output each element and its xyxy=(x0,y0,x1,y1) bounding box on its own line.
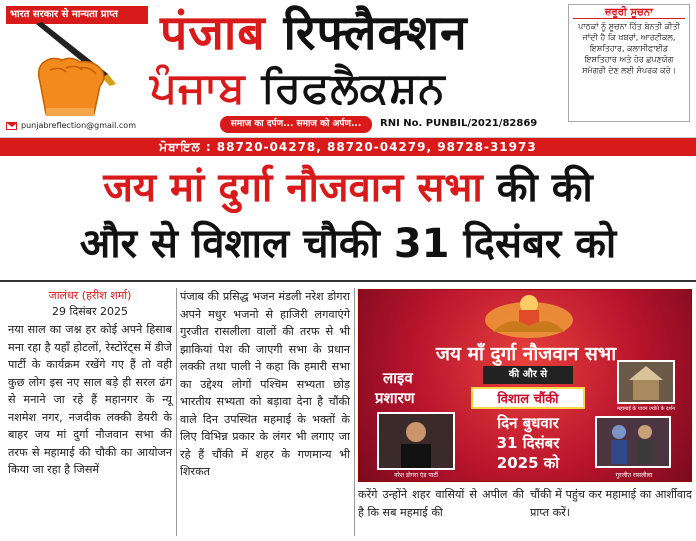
column-divider xyxy=(354,288,355,536)
article-column-3: करेंगे उन्होंने शहर वासियों से अपील की है कि सब महमाई की xyxy=(358,488,524,519)
poster-live-line1: लाइव xyxy=(383,369,413,387)
column-divider xyxy=(176,288,177,536)
headline-divider xyxy=(0,280,696,282)
poster-date-line2: 31 दिसंबर xyxy=(496,434,560,452)
email-text: punjabreflection@gmail.com xyxy=(21,121,136,130)
poster-caption-right-top: महामाई के पावन ज्योते के दर्शन xyxy=(617,406,675,412)
title-punjabi-part2: ਰਿਫਲੈਕਸ਼ਨ xyxy=(261,63,446,112)
masthead-slogan: समाज का दर्पण... समाज को अर्पण... xyxy=(220,116,372,133)
poster-caption-left: नरेश डोगरा एंड पार्टी xyxy=(394,472,438,479)
poster-date-line3: 2025 को xyxy=(496,454,560,472)
deity-on-lion-icon xyxy=(479,290,579,340)
poster-title: जय माँ दुर्गा नौजवान सभा xyxy=(435,343,617,365)
phone-bar: ਮੋਬਾਇਲ : 88720-04278, 88720-04279, 98728-31973 xyxy=(0,138,696,156)
headline-line1-dark: की की xyxy=(496,165,593,211)
headline xyxy=(0,160,696,278)
article-dateline: जालंधर (हरीश शर्मा) xyxy=(48,289,132,302)
article-date: 29 दिसंबर 2025 xyxy=(52,305,128,318)
email-row xyxy=(6,121,136,130)
article-column-2 xyxy=(180,288,350,481)
headline-line2: और से विशाल चौकी 31 दिसंबर को xyxy=(79,221,617,267)
event-poster-image xyxy=(358,289,692,482)
headline-line1-red: जय मां दुर्गा नौजवान सभा xyxy=(103,165,483,211)
headline-line1 xyxy=(0,160,696,216)
poster-caption-right-bottom: गुरजीत रासलीला xyxy=(615,472,653,479)
notice-box xyxy=(568,4,690,122)
gov-recognition-tag: भारत सरकार से मान्यता प्राप्त xyxy=(6,6,148,24)
notice-title: ਜ਼ਰੂਰੀ ਸੂਚਨਾ xyxy=(573,7,685,19)
poster-date-block xyxy=(471,413,585,473)
rni-number: RNI No. PUNBIL/2021/82869 xyxy=(380,118,538,129)
masthead-title-punjabi xyxy=(150,62,570,114)
poster-date-line1: दिन बुधवार xyxy=(497,414,559,432)
masthead-title-hindi xyxy=(160,2,570,64)
title-punjabi-part1: ਪੰਜਾਬ xyxy=(150,63,246,112)
article-column-4: चौंकी में पहुंच कर महामाई का आर्शीवाद प्राप्त करें। xyxy=(530,488,692,519)
title-hindi-part2: रिफ्लैक्शन xyxy=(283,5,468,61)
article-column-1-text: नया साल का जश्न हर कोई अपने हिसाब मना रहा है यहाँ होटलों, रेस्टोरेंट्स में डीजे पार्टी के कार्यक्रम रखेंगे गए हैं तो वही कुछ लोग इस नए साल बड़े ही सरल ढंग से मनाने जा रहे हैं महानगर के न्यू नशमेश नगर, नजदीक लक्की डेयरी के बाहर जय मां दुर्गा नौजवान सभा की तरफ से महामाई की चौकी का आयोजन किया जा रहा है जिसमें xyxy=(8,323,172,476)
title-hindi-part1: पंजाब xyxy=(160,5,266,61)
temple-photo xyxy=(617,360,675,404)
poster-subtitle-2: विशाल चौंकी xyxy=(471,387,585,409)
masthead xyxy=(0,0,696,138)
notice-body: ਪਾਠਕਾਂ ਨੂੰ ਸੂਚਨਾ ਹਿੱਤ ਬੇਨਤੀ ਕੀਤੀ ਜਾਂਦੀ ਹੈ ਕਿ ਖਬਰਾਂ, ਆਰਟੀਕਲ, ਇਸ਼ਤਿਹਾਰ, ਕਲਾਸੀਫਾਈਡ ਇਸ਼ਤਿਹਾਰ ਅਤੇ ਹੋਰ ਛਪਣਯੋਗ ਸਮੱਗਰੀ ਦੇਣ ਲਈ ਸੰਪਰਕ ਕਰੋ। xyxy=(578,22,680,75)
article-column-1 xyxy=(8,288,172,479)
poster-live-line2: प्रशारण xyxy=(375,389,415,407)
performers-photo xyxy=(595,416,671,468)
mail-icon xyxy=(6,122,17,130)
poster-subtitle-1: की और से xyxy=(483,366,573,384)
article-column-2-text: पंजाब की प्रसिद्ध भजन मंडली नरेश डोगरा अपने मधुर भजनो से हाजिरी लगवाएंगे गुरजीत रासलीला वालों की तरफ से भी झाकियां पेश की जाएगी सभा के प्रधान लक्की तथा पाली ने कहा कि हमारी सभा का उद्देश्य लोगों पश्चिम सभ्यता छोड़ भारतीय सभ्यता को बड़ावा देना है चौंकी वाले दिन उपस्थित महमाई के भक्तों के लिए विभिन्न प्रकार के लंगर भी लगाए जा रहे हैं चौंकी में शहर के गणमान्य भी शिरकत xyxy=(180,290,350,478)
singer-photo xyxy=(377,412,455,470)
fist-pen-logo-icon xyxy=(16,22,136,118)
